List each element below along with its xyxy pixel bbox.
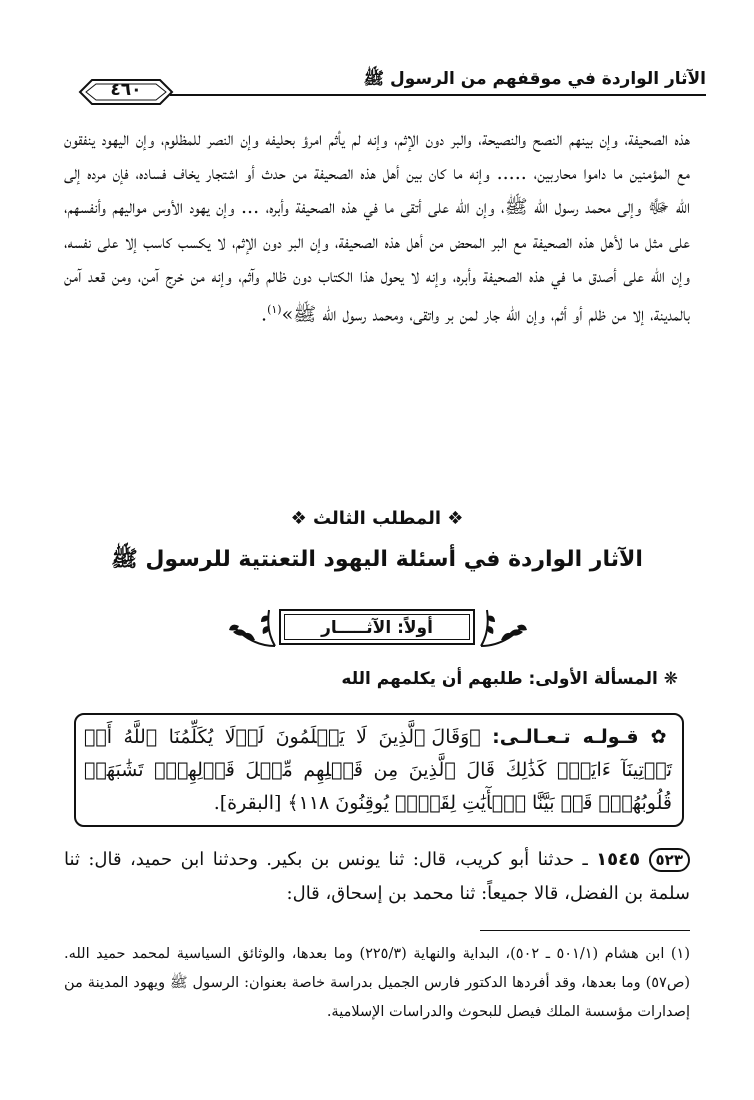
quran-verse-box (74, 713, 684, 827)
narrations-label: أولاً: الآثـــــار (284, 614, 470, 640)
hadith-number: ١٥٤٥ (596, 849, 641, 870)
hadith-badge: ٥٢٣ (649, 848, 690, 872)
body-line: أتقى ما في هذه الصحيفة وأبره، ... وإن يهود الأوس مواليهم وأنفسهم، (64, 196, 422, 219)
floral-ornament-icon (477, 606, 531, 652)
section-title: الآثار الواردة في أسئلة اليهود التعنتية للرسول ﷺ (111, 547, 643, 572)
footnote-ref: (١) (267, 303, 282, 317)
narrations-label-frame (225, 606, 531, 652)
body-line: هذه الصحيفة وأبره، وإنه لا يحول هذا الكتاب دون ظالم وآثم، وإنه من خرج (165, 264, 545, 287)
quran-lead: ✿ قـولـه تـعـالـى: (492, 726, 672, 748)
header-rule (170, 94, 706, 96)
body-line: يخاف فساده، فإن مرده إلى الله ﷻ وإلى محمد رسول الله ﷺ، وإن الله على (64, 162, 690, 219)
issue-title: ❋ المسألة الأولى: طلبهم أن يكلمهم الله (341, 669, 678, 689)
page-number: ٤٦٠ (110, 80, 142, 100)
hadith-paragraph (64, 843, 690, 911)
footnote-rule (480, 930, 690, 931)
section-label: ❖ المطلب الثالث ❖ (290, 508, 464, 529)
floral-ornament-icon (225, 606, 279, 652)
page-number-frame (78, 78, 174, 106)
running-header-title: الآثار الواردة في موقفهم من الرسول ﷺ (363, 69, 706, 89)
body-line: آمن، ومن قعد آمن بالمدينة، إلا من ظلم أو أثم، وإن الله جار لمن بر (64, 264, 690, 326)
body-line: البر دون الإثم، لا يكسب كاسب إلا على نفسه، وإن الله على أصدق ما في (64, 230, 690, 287)
body-line: على مثل ما لأهل هذه الصحيفة مع البر المحض من أهل هذه الصحيفة، وإن (310, 230, 690, 253)
body-line: واتقى، ومحمد رسول الله ﷺ» (281, 303, 440, 326)
body-line: هذه الصحيفة، وإن بينهم النصح والنصيحة، والبر دون الإثم، وإنه لم يأثم (328, 128, 690, 150)
narrations-label-box (279, 609, 475, 645)
body-line: محاربين، ..... وإنه ما كان بين أهل هذه الصحيفة من حدث أو اشتجار (206, 162, 577, 185)
running-header (60, 60, 706, 120)
quran-verse-text (84, 721, 672, 820)
body-line: امرؤ بحليفه وإن النصر للمظلوم، وإن اليهود ينفقون مع المؤمنين ما داموا (64, 128, 690, 185)
quran-verse: ﴿وَقَالَ ٱلَّذِينَ لَا يَعۡلَمُونَ لَوۡلَا يُكَلِّمُنَا ٱللَّهُ أَوۡ تَأۡتِينَآ ءَايَةٞۗ كَذَٰلِكَ قَالَ ٱلَّذِينَ مِن قَبۡلِهِم مِّثۡلَ قَوۡلِهِمۡۘ تَشَٰبَهَتۡ قُلُوبُهُمۡۗ قَدۡ بَيَّنَّا ٱلۡأٓيَٰتِ لِقَوۡمٖ يُوقِنُونَ ١١٨﴾ (84, 726, 672, 814)
quran-reference: [البقرة]. (213, 792, 282, 814)
footnote: (١) ابن هشام (٥٠١/١ ـ ٥٠٢)، البداية والنهاية (٢٢٥/٣) وما بعدها، والوثائق السياسية لمحمد حميد الله. (ص٥٧) وما بعدها، وقد أفردها الدكتور فارس الجميل بدراسة خاصة بعنوان: الرسول ﷺ ويهود المدينة من إصدارات مؤسسة الملك فيصل للبحوث والدراسات الإسلامية. (64, 946, 691, 1020)
hadith-text: ـ حدثنا أبو كريب، قال: ثنا يونس بن بكير. وحدثنا ابن حميد، قال: ثنا سلمة بن الفضل، قالا جميعاً: ثنا محمد بن إسحاق، قال: (64, 849, 690, 904)
body-paragraph: هذه الصحيفة، وإن بينهم النصح والنصيحة، والبر دون الإثم، وإنه لم يأثم امرؤ بحليفه وإن النصر للمظلوم، وإن اليهود ينفقون مع المؤمنين ما داموا محاربين، ..... وإنه ما كان بين أهل هذه الصحيفة من حدث أو اشتجار يخاف فساده، فإن مرده إلى الله ﷻ وإلى محمد رسول الله ﷺ، وإن الله على أتقى ما في هذه الصحيفة وأبره، ... وإن يهود الأوس مواليهم وأنفسهم، على مثل ما لأهل هذه الصحيفة مع البر المحض من أهل هذه الصحيفة، وإن البر دون الإثم، لا يكسب كاسب إلا على نفسه، وإن الله على أصدق ما في هذه الصحيفة وأبره، وإنه لا يحول هذا الكتاب دون ظالم وآثم، وإنه من خرج آمن، ومن قعد آمن بالمدينة، إلا من ظلم أو أثم، وإن الله جار لمن بر واتقى، ومحمد رسول الله ﷺ»$^{(١)}$. (64, 128, 690, 326)
